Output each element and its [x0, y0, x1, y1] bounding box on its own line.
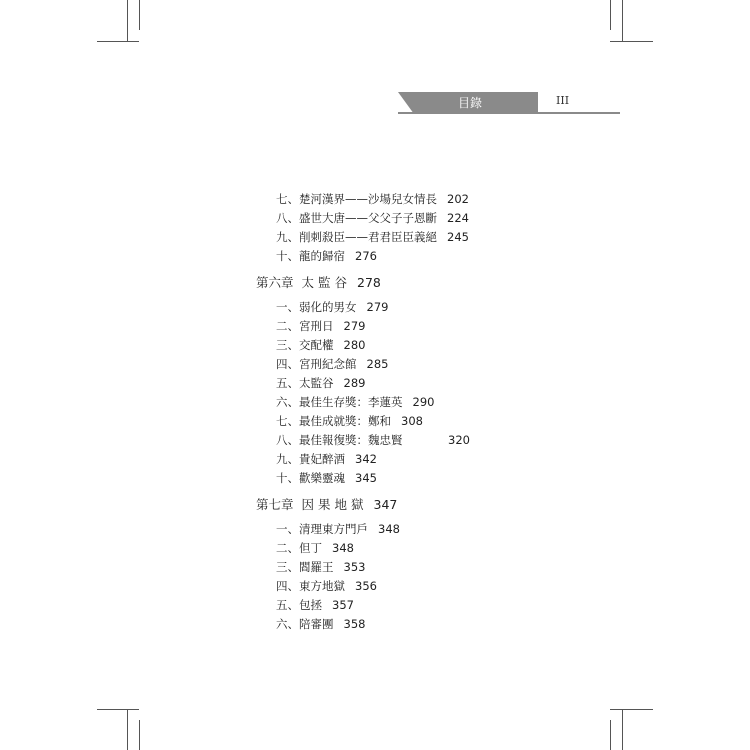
toc-entry	[276, 376, 365, 390]
toc-entry-label: 六、最佳生存獎：李蓮英	[276, 395, 403, 409]
toc-entry	[276, 433, 470, 447]
chapter-title: 太監谷	[301, 275, 352, 290]
toc-entry-label: 十、龍的歸宿	[276, 249, 345, 263]
toc-entry-label: 七、最佳成就獎：鄭和	[276, 414, 391, 428]
toc-entry	[276, 541, 354, 555]
toc-entry-page: 279	[343, 319, 366, 333]
chapter-heading	[256, 497, 397, 512]
toc-entry-page: 358	[343, 617, 366, 631]
toc-entry-page: 348	[332, 541, 354, 555]
toc-entry-label: 七、楚河漢界——沙場兒女情長	[276, 192, 437, 206]
toc-entry-label: 五、太監谷	[276, 376, 334, 390]
toc-entry-label: 二、但丁	[276, 541, 322, 555]
toc-entry-label: 八、最佳報復獎：魏忠賢	[276, 433, 403, 447]
toc-entry-label: 三、交配權	[276, 338, 334, 352]
header-page-number: III	[556, 94, 570, 107]
toc-entry-page: 308	[401, 414, 423, 428]
toc-entry-label: 三、閻羅王	[276, 560, 334, 574]
chapter-page: 347	[373, 497, 398, 512]
toc-entry-page: 342	[355, 452, 377, 466]
toc-entry	[276, 249, 377, 263]
toc-entry-page: 356	[355, 579, 377, 593]
toc-entry-label: 二、宮刑日	[276, 319, 334, 333]
toc-entry-label: 五、包拯	[276, 598, 322, 612]
header-title: 目錄	[457, 96, 482, 110]
toc-entry-page: 290	[412, 395, 435, 409]
toc-entry-label: 六、陪審團	[276, 617, 334, 631]
toc-entry-label: 四、宮刑紀念館	[276, 357, 357, 371]
toc-entry	[276, 230, 469, 244]
toc-entry	[276, 395, 434, 409]
chapter-page: 278	[357, 275, 381, 290]
toc-entry	[276, 471, 377, 485]
toc-entry-page: 353	[343, 560, 366, 574]
chapter-title: 因果地獄	[301, 497, 368, 512]
toc-entry	[276, 300, 388, 314]
toc-entry-label: 八、盛世大唐——父父子子恩斷	[276, 211, 437, 225]
toc-entry	[276, 522, 400, 536]
toc-entry	[276, 617, 365, 631]
toc-entry-page: 224	[447, 211, 469, 225]
chapter-number: 第六章	[256, 275, 294, 290]
toc-entry-page: 289	[343, 376, 366, 390]
toc-entry	[276, 598, 354, 612]
toc-entry-page: 285	[366, 357, 389, 371]
toc-entry-page: 279	[366, 300, 389, 314]
toc-entry-page: 202	[447, 192, 469, 206]
toc-entry	[276, 414, 423, 428]
chapter-heading	[256, 275, 381, 290]
toc-entry-page: 276	[355, 249, 377, 263]
toc-entry-label: 九、貴妃醉酒	[276, 452, 345, 466]
toc-entry-page: 357	[332, 598, 354, 612]
toc-entry-label: 九、削刺殺臣——君君臣臣義絕	[276, 230, 437, 244]
toc-entry-label: 四、東方地獄	[276, 579, 345, 593]
chapter-number: 第七章	[256, 497, 294, 512]
toc-entry-page: 348	[378, 522, 400, 536]
toc-entry	[276, 211, 469, 225]
toc-entry-label: 一、清理東方門戶	[276, 522, 368, 536]
toc-entry	[276, 357, 388, 371]
toc-entry	[276, 338, 365, 352]
toc-entry-page: 280	[343, 338, 366, 352]
toc-entry	[276, 192, 469, 206]
toc-entry	[276, 452, 377, 466]
toc-entry	[276, 560, 365, 574]
toc-entry	[276, 579, 377, 593]
toc-entry-page: 320	[448, 433, 470, 447]
toc-entry-page: 345	[355, 471, 377, 485]
toc-entry-page: 245	[447, 230, 469, 244]
toc-entry-label: 一、弱化的男女	[276, 300, 357, 314]
toc-entry-label: 十、歡樂靈魂	[276, 471, 345, 485]
toc-entry	[276, 319, 365, 333]
